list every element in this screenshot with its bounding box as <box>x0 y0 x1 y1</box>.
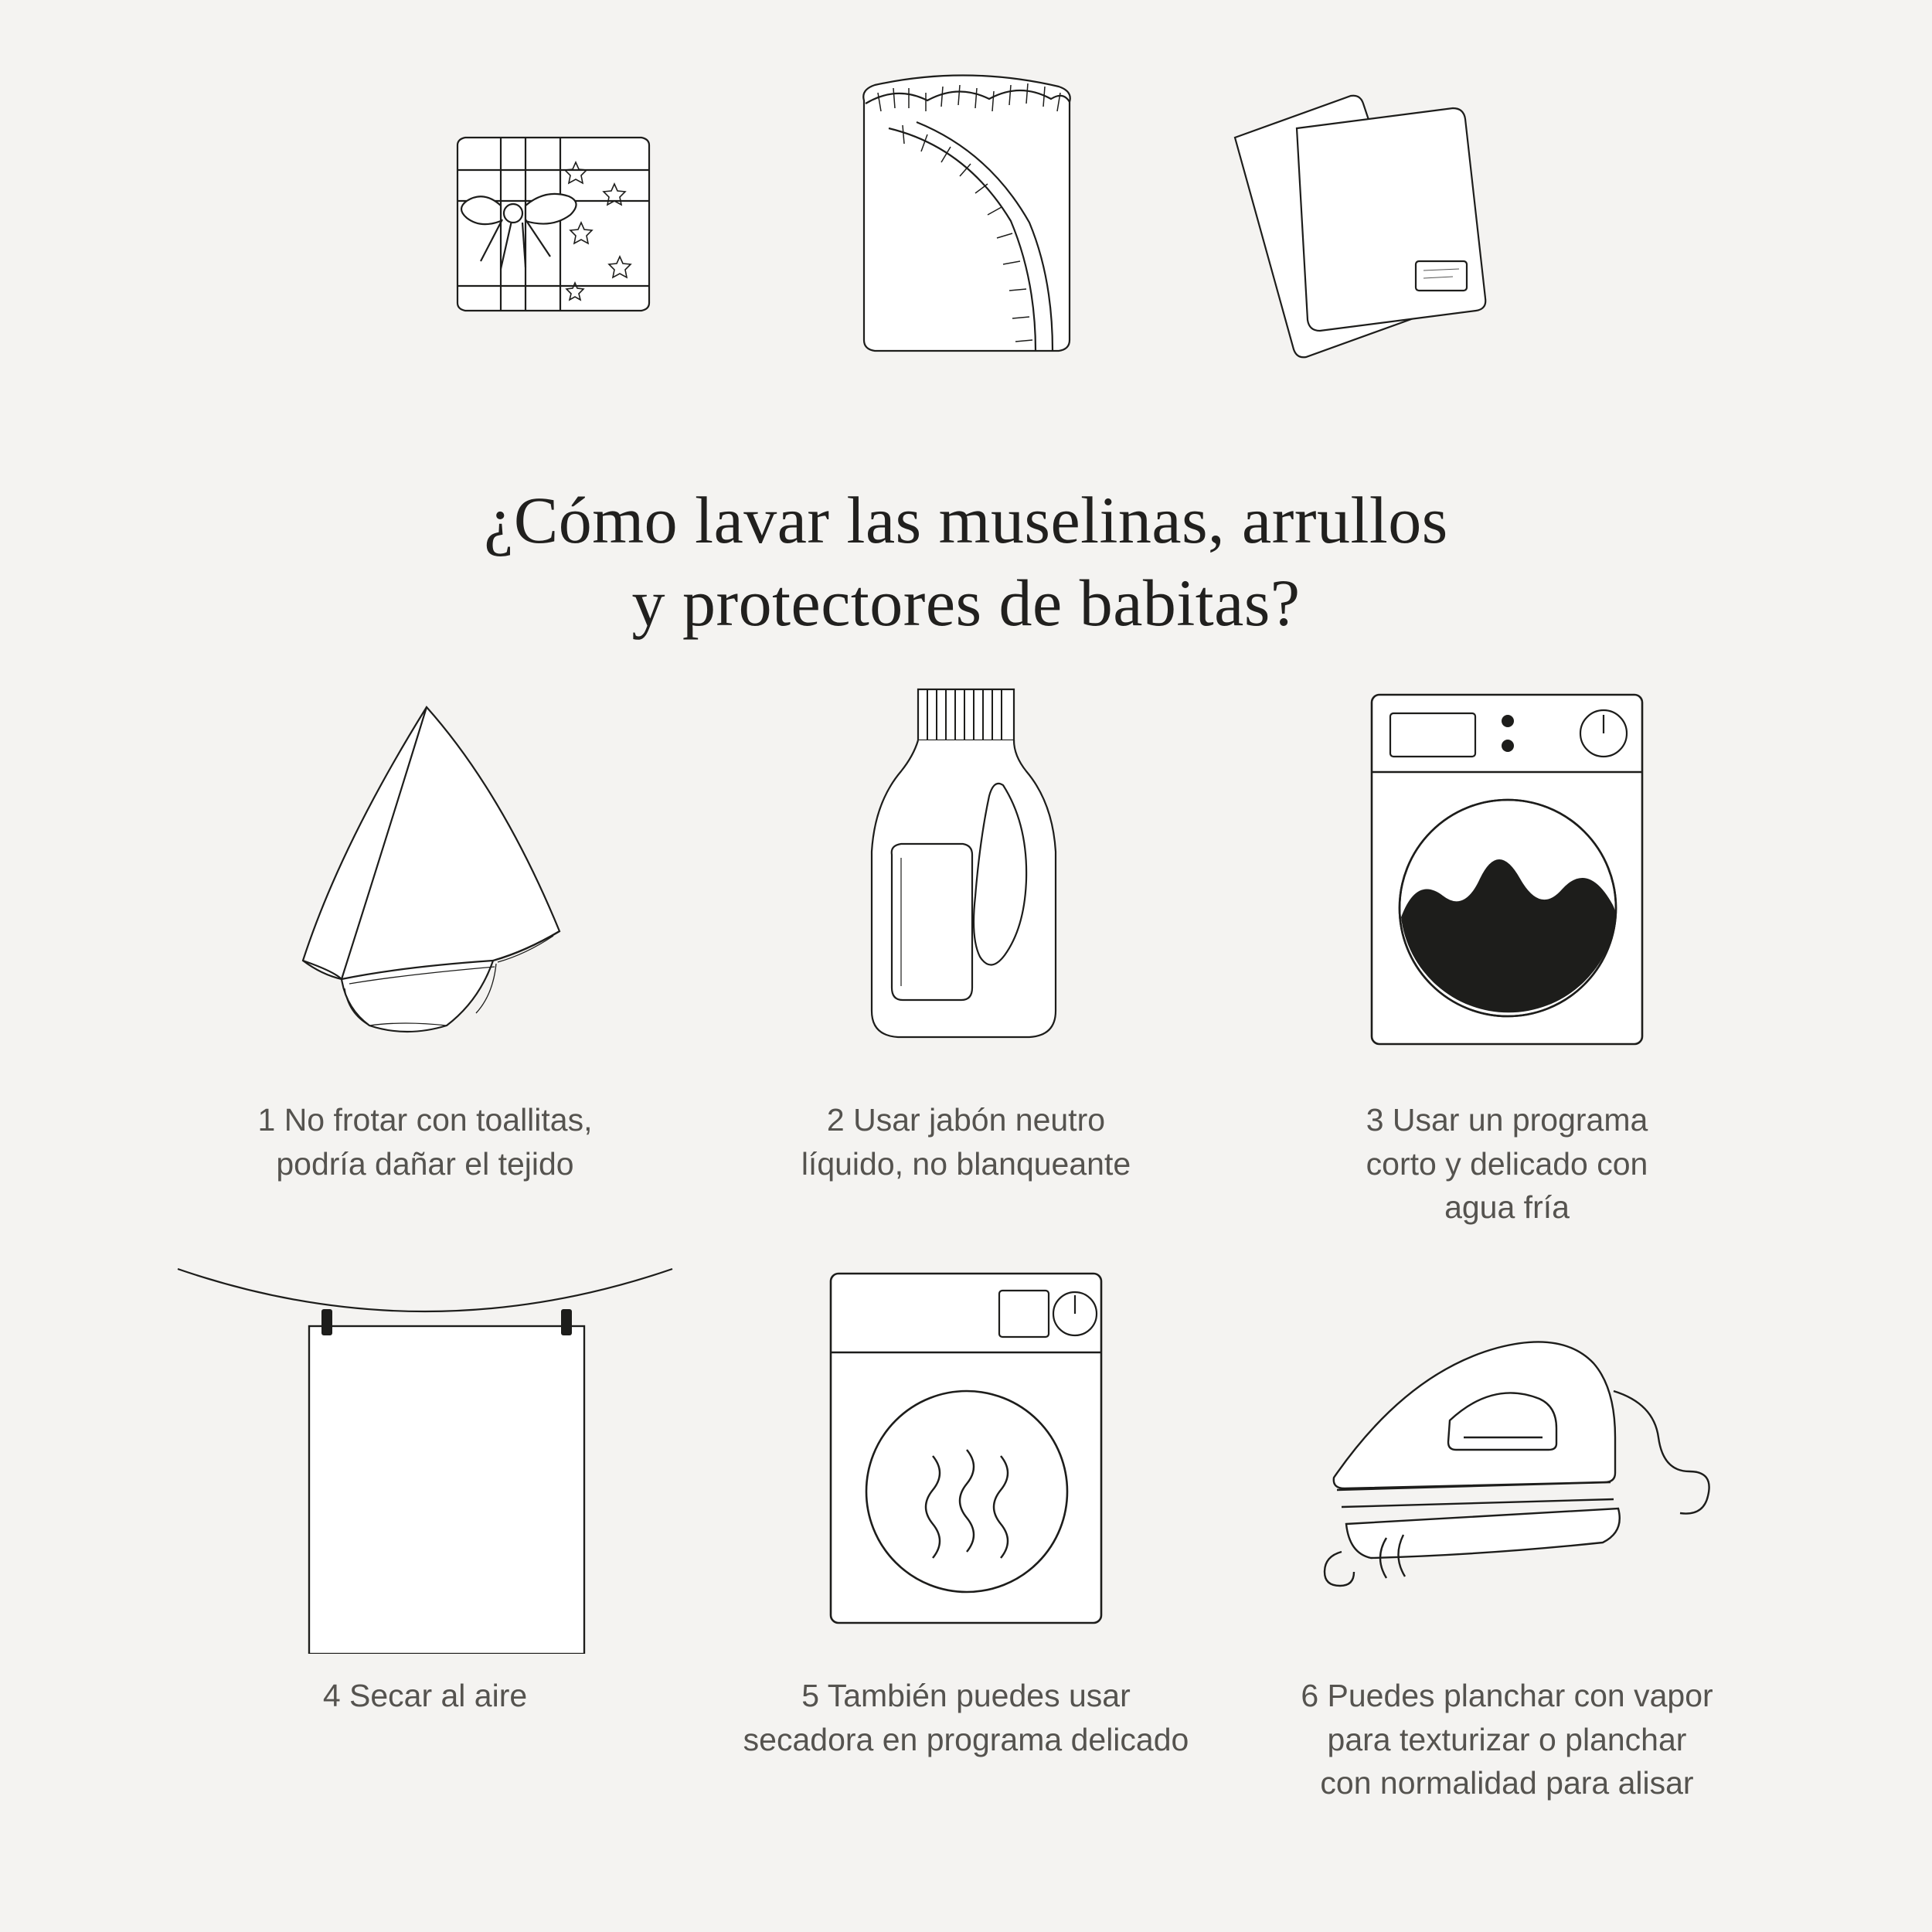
hero-product-row <box>0 46 1932 410</box>
step-caption-1 <box>258 1098 593 1185</box>
step-caption-4-line-1: 4 Secar al aire <box>322 1678 528 1713</box>
cloth-wipe-icon <box>247 661 603 1078</box>
page-title <box>0 479 1932 644</box>
step-caption-6-line-2: para texturizar o planchar <box>1327 1721 1687 1757</box>
step-caption-6-line-3: con normalidad para alisar <box>1320 1765 1694 1801</box>
tumble-dryer-icon <box>815 1252 1117 1654</box>
detergent-bottle-icon <box>827 661 1105 1078</box>
step-caption-3 <box>1366 1098 1648 1230</box>
step-caption-2-line-1: 2 Usar jabón neutro <box>826 1102 1106 1138</box>
page-title-line-1: ¿Cómo lavar las muselinas, arrullos <box>484 483 1448 557</box>
step-card-1 <box>155 661 696 1230</box>
step-card-6 <box>1236 1252 1777 1805</box>
folded-muslin-stack-icon <box>410 46 734 394</box>
page-title-line-2: y protectores de babitas? <box>631 565 1301 640</box>
step-card-3 <box>1236 661 1777 1230</box>
step-caption-1-line-2: podría dañar el tejido <box>276 1145 574 1182</box>
step-caption-2-line-2: líquido, no blanqueante <box>801 1145 1131 1182</box>
step-card-4 <box>155 1252 696 1805</box>
step-caption-6-line-1: 6 Puedes planchar con vapor <box>1301 1678 1713 1713</box>
step-card-5 <box>696 1252 1236 1805</box>
swaddle-wrap-icon <box>804 46 1128 394</box>
washing-machine-cold-icon <box>1356 661 1658 1078</box>
steps-row-2 <box>0 1252 1932 1805</box>
steam-iron-icon <box>1291 1252 1723 1654</box>
step-caption-2 <box>801 1098 1131 1185</box>
step-caption-3-line-2: corto y delicado con <box>1366 1145 1648 1182</box>
step-card-2 <box>696 661 1236 1230</box>
step-caption-5-line-2: secadora en programa delicado <box>743 1721 1189 1757</box>
step-caption-4 <box>323 1674 527 1718</box>
step-caption-3-line-1: 3 Usar un programa <box>1366 1102 1648 1138</box>
steps-row-1 <box>0 661 1932 1230</box>
step-caption-5-line-1: 5 También puedes usar <box>801 1678 1131 1713</box>
step-caption-1-line-1: 1 No frotar con toallitas, <box>257 1102 593 1138</box>
step-caption-5 <box>743 1674 1189 1761</box>
bib-protectors-icon <box>1198 46 1522 394</box>
clothesline-drying-icon <box>170 1252 680 1654</box>
step-caption-3-line-3: agua fría <box>1444 1189 1570 1226</box>
step-caption-6 <box>1301 1674 1713 1805</box>
